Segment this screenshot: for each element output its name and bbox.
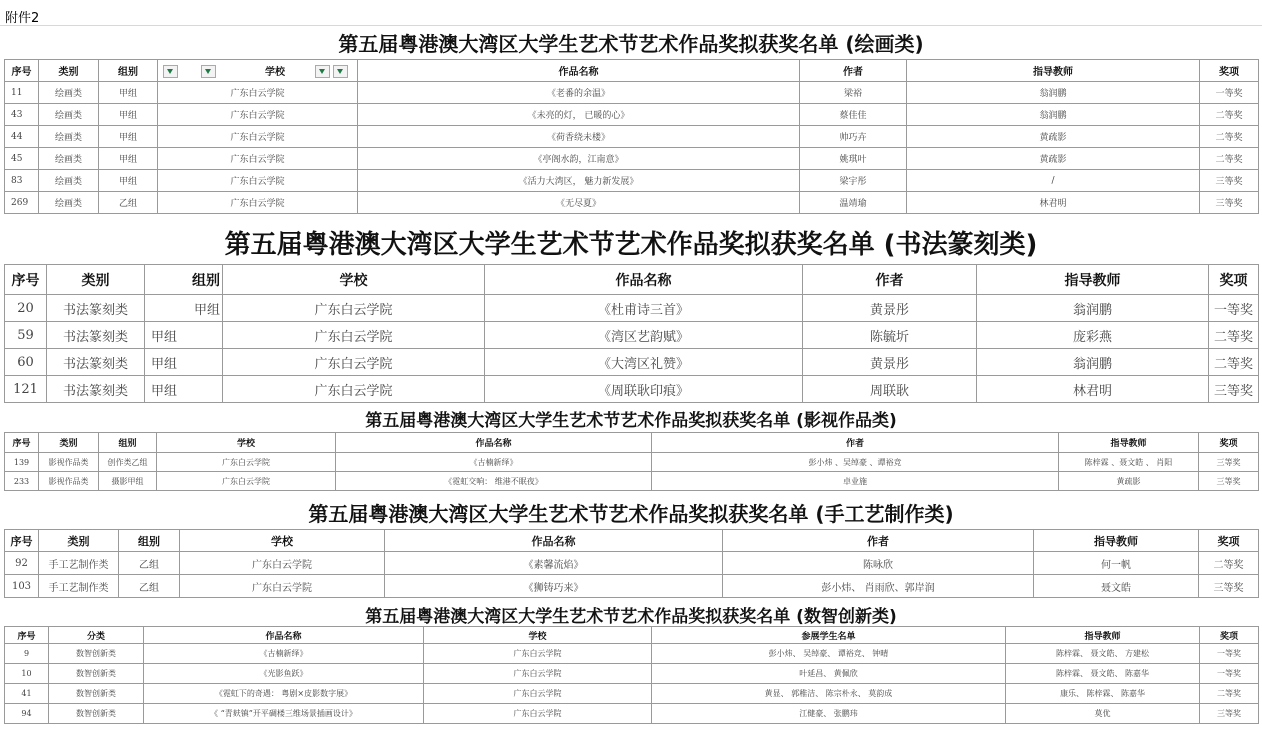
cell-award: 三等奖 bbox=[1199, 472, 1259, 491]
attachment-label: 附件2 bbox=[5, 11, 40, 26]
cell-award: 二等奖 bbox=[1209, 349, 1259, 376]
col-header-school: 学校 bbox=[223, 265, 485, 295]
col-header-group: 组别 bbox=[145, 265, 223, 295]
table-row bbox=[5, 472, 1259, 491]
cell-award: 二等奖 bbox=[1199, 552, 1259, 575]
cell-teacher: 林君明 bbox=[977, 376, 1209, 403]
col-header-work: 作品名称 bbox=[336, 433, 652, 453]
col-header-work: 作品名称 bbox=[485, 265, 803, 295]
table-row bbox=[5, 126, 1259, 148]
table-row bbox=[5, 170, 1259, 192]
painting-title: 第五届粤港澳大湾区大学生艺术节艺术作品奖拟获奖名单 (绘画类) bbox=[338, 32, 924, 56]
col-header-work: 作品名称 bbox=[385, 530, 723, 552]
cell-index: 83 bbox=[5, 170, 39, 192]
col-header-teacher: 指导教师 bbox=[907, 60, 1200, 82]
col-header-teacher: 指导教师 bbox=[1059, 433, 1199, 453]
cell-school: 广东白云学院 bbox=[157, 472, 336, 491]
cell-group: 甲组 bbox=[145, 322, 223, 349]
cell-index: 45 bbox=[5, 148, 39, 170]
col-header-award: 奖项 bbox=[1200, 627, 1259, 644]
cell-work: 《周联耿印痕》 bbox=[485, 376, 803, 403]
col-header-author: 作者 bbox=[723, 530, 1034, 552]
cell-work: 《古楠新绎》 bbox=[336, 453, 652, 472]
cell-award: 三等奖 bbox=[1199, 575, 1259, 598]
cell-work: 《荷香绕未楼》 bbox=[358, 126, 800, 148]
cell-students: 江健豪、 张鹏玮 bbox=[652, 704, 1006, 724]
cell-teacher: 莫优 bbox=[1006, 704, 1200, 724]
cell-work: 《大湾区礼赞》 bbox=[485, 349, 803, 376]
table-row bbox=[5, 192, 1259, 214]
col-header-author: 作者 bbox=[800, 60, 907, 82]
cell-index: 94 bbox=[5, 704, 49, 724]
table-row bbox=[5, 664, 1259, 684]
cell-work: 《 “青麸镇”开平碉楼三维场景插画设计》 bbox=[144, 704, 424, 724]
painting-table bbox=[4, 59, 1259, 214]
cell-school: 广东白云学院 bbox=[158, 104, 358, 126]
cell-teacher: 翁润鹏 bbox=[977, 295, 1209, 322]
cell-school: 广东白云学院 bbox=[158, 170, 358, 192]
cell-category: 数智创新类 bbox=[49, 644, 144, 664]
cell-teacher: 陈梓霖、 聂文皓、 方建松 bbox=[1006, 644, 1200, 664]
table-row bbox=[5, 644, 1259, 664]
cell-teacher: 黄疏影 bbox=[907, 126, 1200, 148]
cell-index: 20 bbox=[5, 295, 47, 322]
cell-category: 书法篆刻类 bbox=[47, 349, 145, 376]
cell-index: 233 bbox=[5, 472, 39, 491]
cell-category: 绘画类 bbox=[39, 148, 99, 170]
cell-teacher: 庞彩燕 bbox=[977, 322, 1209, 349]
cell-school: 广东白云学院 bbox=[157, 453, 336, 472]
cell-author: 陈咏欣 bbox=[723, 552, 1034, 575]
cell-award: 三等奖 bbox=[1200, 170, 1259, 192]
col-header-teacher: 指导教师 bbox=[977, 265, 1209, 295]
cell-category: 数智创新类 bbox=[49, 684, 144, 704]
cell-award: 一等奖 bbox=[1200, 664, 1259, 684]
cell-author: 陈毓圻 bbox=[803, 322, 977, 349]
table-row bbox=[5, 82, 1259, 104]
craft-header-row bbox=[5, 530, 1259, 552]
cell-category: 书法篆刻类 bbox=[47, 376, 145, 403]
table-row bbox=[5, 684, 1259, 704]
cell-teacher: 翁润鹏 bbox=[907, 82, 1200, 104]
col-header-school-label: 学校 bbox=[265, 66, 285, 78]
col-header-school: 学校 bbox=[157, 433, 336, 453]
cell-category: 绘画类 bbox=[39, 104, 99, 126]
cell-school: 广东白云学院 bbox=[158, 192, 358, 214]
table-row bbox=[5, 322, 1259, 349]
cell-category: 数智创新类 bbox=[49, 664, 144, 684]
cell-school: 广东白云学院 bbox=[158, 82, 358, 104]
cell-award: 三等奖 bbox=[1199, 453, 1259, 472]
cell-award: 一等奖 bbox=[1200, 644, 1259, 664]
cell-group: 甲组 bbox=[99, 148, 158, 170]
film-table bbox=[4, 432, 1259, 491]
digital-title: 第五届粤港澳大湾区大学生艺术节艺术作品奖拟获奖名单 (数智创新类) bbox=[365, 607, 897, 627]
cell-group: 乙组 bbox=[99, 192, 158, 214]
cell-index: 41 bbox=[5, 684, 49, 704]
cell-index: 121 bbox=[5, 376, 47, 403]
table-row bbox=[5, 295, 1259, 322]
cell-award: 二等奖 bbox=[1200, 684, 1259, 704]
cell-category: 书法篆刻类 bbox=[47, 295, 145, 322]
cell-school: 广东白云学院 bbox=[223, 295, 485, 322]
cell-author: 梁裕 bbox=[800, 82, 907, 104]
col-header-group: 组别 bbox=[99, 433, 157, 453]
cell-category: 绘画类 bbox=[39, 82, 99, 104]
cell-school: 广东白云学院 bbox=[424, 644, 652, 664]
cell-work: 《霓虹下的奇遇： 粤剧×皮影数字展》 bbox=[144, 684, 424, 704]
cell-index: 139 bbox=[5, 453, 39, 472]
col-header-index: 序号 bbox=[5, 530, 39, 552]
col-header-group: 组别 bbox=[119, 530, 180, 552]
cell-teacher: 何一帆 bbox=[1034, 552, 1199, 575]
col-header-school: 学校 bbox=[180, 530, 385, 552]
cell-school: 广东白云学院 bbox=[223, 322, 485, 349]
cell-students: 叶延昌、 黄佩欣 bbox=[652, 664, 1006, 684]
col-header-award: 奖项 bbox=[1200, 60, 1259, 82]
cell-group: 甲组 bbox=[99, 104, 158, 126]
table-row bbox=[5, 552, 1259, 575]
digital-table bbox=[4, 626, 1259, 724]
cell-award: 二等奖 bbox=[1200, 126, 1259, 148]
col-header-teacher: 指导教师 bbox=[1034, 530, 1199, 552]
cell-work: 《光影鱼跃》 bbox=[144, 664, 424, 684]
table-row bbox=[5, 104, 1259, 126]
table-row bbox=[5, 453, 1259, 472]
cell-award: 三等奖 bbox=[1200, 704, 1259, 724]
cell-teacher: 聂文皓 bbox=[1034, 575, 1199, 598]
calligraphy-table bbox=[4, 264, 1259, 403]
cell-category: 手工艺制作类 bbox=[39, 552, 119, 575]
cell-category: 影视作品类 bbox=[39, 453, 99, 472]
col-header-teacher: 指导教师 bbox=[1006, 627, 1200, 644]
cell-category: 影视作品类 bbox=[39, 472, 99, 491]
col-header-category: 分类 bbox=[49, 627, 144, 644]
cell-work: 《古楠新绎》 bbox=[144, 644, 424, 664]
film-title: 第五届粤港澳大湾区大学生艺术节艺术作品奖拟获奖名单 (影视作品类) bbox=[365, 411, 897, 431]
cell-work: 《未亮的灯， 已暖的心》 bbox=[358, 104, 800, 126]
cell-work: 《老番的余温》 bbox=[358, 82, 800, 104]
cell-index: 269 bbox=[5, 192, 39, 214]
cell-work: 《杜甫诗三首》 bbox=[485, 295, 803, 322]
cell-index: 60 bbox=[5, 349, 47, 376]
cell-students: 黄显、 郭稚洁、 陈宗朴永、 莫韵成 bbox=[652, 684, 1006, 704]
cell-teacher: 陈梓霖 、聂文皓 、 肖阳 bbox=[1059, 453, 1199, 472]
cell-author: 梁宇彤 bbox=[800, 170, 907, 192]
cell-teacher: 翁润鹏 bbox=[977, 349, 1209, 376]
cell-teacher: 黄疏影 bbox=[907, 148, 1200, 170]
cell-group: 甲组 bbox=[145, 295, 223, 322]
cell-index: 11 bbox=[5, 82, 39, 104]
cell-author: 黄景彤 bbox=[803, 349, 977, 376]
col-header-category: 类别 bbox=[47, 265, 145, 295]
table-row bbox=[5, 704, 1259, 724]
calligraphy-title: 第五届粤港澳大湾区大学生艺术节艺术作品奖拟获奖名单 (书法篆刻类) bbox=[224, 230, 1038, 260]
col-header-category: 类别 bbox=[39, 60, 99, 82]
cell-index: 92 bbox=[5, 552, 39, 575]
cell-category: 书法篆刻类 bbox=[47, 322, 145, 349]
col-header-author: 作者 bbox=[652, 433, 1059, 453]
cell-work: 《霓虹交响： 维港不眠夜》 bbox=[336, 472, 652, 491]
film-header-row bbox=[5, 433, 1259, 453]
col-header-index: 序号 bbox=[5, 627, 49, 644]
cell-teacher: 黄疏影 bbox=[1059, 472, 1199, 491]
filter-dropdown-icon[interactable] bbox=[201, 65, 216, 78]
cell-index: 43 bbox=[5, 104, 39, 126]
cell-award: 三等奖 bbox=[1209, 376, 1259, 403]
table-row bbox=[5, 349, 1259, 376]
cell-author: 彭小炜、 肖雨欣、郭岸润 bbox=[723, 575, 1034, 598]
cell-school: 广东白云学院 bbox=[180, 575, 385, 598]
cell-award: 二等奖 bbox=[1200, 104, 1259, 126]
col-header-category: 类别 bbox=[39, 433, 99, 453]
col-header-award: 奖项 bbox=[1199, 530, 1259, 552]
cell-category: 绘画类 bbox=[39, 170, 99, 192]
col-header-school bbox=[158, 60, 358, 82]
cell-category: 绘画类 bbox=[39, 126, 99, 148]
painting-header-row bbox=[5, 60, 1259, 82]
craft-title: 第五届粤港澳大湾区大学生艺术节艺术作品奖拟获奖名单 (手工艺制作类) bbox=[308, 502, 954, 526]
table-row bbox=[5, 376, 1259, 403]
cell-work: 《无尽夏》 bbox=[358, 192, 800, 214]
cell-category: 绘画类 bbox=[39, 192, 99, 214]
cell-school: 广东白云学院 bbox=[424, 684, 652, 704]
col-header-award: 奖项 bbox=[1199, 433, 1259, 453]
cell-group: 创作类乙组 bbox=[99, 453, 157, 472]
col-header-index: 序号 bbox=[5, 265, 47, 295]
cell-index: 103 bbox=[5, 575, 39, 598]
cell-author: 温靖瑜 bbox=[800, 192, 907, 214]
col-header-category: 类别 bbox=[39, 530, 119, 552]
cell-index: 9 bbox=[5, 644, 49, 664]
cell-index: 44 bbox=[5, 126, 39, 148]
cell-group: 甲组 bbox=[99, 82, 158, 104]
cell-teacher: 陈梓霖、 聂文皓、 陈嘉华 bbox=[1006, 664, 1200, 684]
cell-award: 二等奖 bbox=[1200, 148, 1259, 170]
cell-work: 《湾区艺韵赋》 bbox=[485, 322, 803, 349]
cell-school: 广东白云学院 bbox=[424, 704, 652, 724]
cell-award: 二等奖 bbox=[1209, 322, 1259, 349]
cell-author: 帅巧卉 bbox=[800, 126, 907, 148]
digital-header-row bbox=[5, 627, 1259, 644]
col-header-work: 作品名称 bbox=[144, 627, 424, 644]
cell-teacher: 康乐、 陈梓霖、 陈嘉华 bbox=[1006, 684, 1200, 704]
cell-award: 一等奖 bbox=[1200, 82, 1259, 104]
cell-teacher: 翁润鹏 bbox=[907, 104, 1200, 126]
cell-work: 《活力大湾区， 魅力新发展》 bbox=[358, 170, 800, 192]
cell-teacher: 林君明 bbox=[907, 192, 1200, 214]
cell-award: 一等奖 bbox=[1209, 295, 1259, 322]
col-header-school: 学校 bbox=[424, 627, 652, 644]
craft-table bbox=[4, 529, 1259, 598]
cell-category: 手工艺制作类 bbox=[39, 575, 119, 598]
cell-group: 甲组 bbox=[99, 126, 158, 148]
cell-index: 10 bbox=[5, 664, 49, 684]
cell-author: 周联耿 bbox=[803, 376, 977, 403]
col-header-index: 序号 bbox=[5, 433, 39, 453]
cell-teacher: / bbox=[907, 170, 1200, 192]
cell-work: 《狮铸巧来》 bbox=[385, 575, 723, 598]
cell-author: 卓业施 bbox=[652, 472, 1059, 491]
cell-school: 广东白云学院 bbox=[158, 126, 358, 148]
col-header-group: 组别 bbox=[99, 60, 158, 82]
cell-work: 《亭阁水韵，江南意》 bbox=[358, 148, 800, 170]
cell-work: 《素馨流焰》 bbox=[385, 552, 723, 575]
cell-index: 59 bbox=[5, 322, 47, 349]
cell-school: 广东白云学院 bbox=[158, 148, 358, 170]
cell-students: 彭小炜、 吴绰豪、 谭裕竞、 钟晴 bbox=[652, 644, 1006, 664]
cell-school: 广东白云学院 bbox=[180, 552, 385, 575]
cell-author: 黄景彤 bbox=[803, 295, 977, 322]
col-header-work: 作品名称 bbox=[358, 60, 800, 82]
cell-category: 数智创新类 bbox=[49, 704, 144, 724]
cell-author: 姚琪叶 bbox=[800, 148, 907, 170]
col-header-index: 序号 bbox=[5, 60, 39, 82]
cell-author: 彭小炜 、吴绰豪 、谭裕竞 bbox=[652, 453, 1059, 472]
cell-group: 乙组 bbox=[119, 552, 180, 575]
col-header-students: 参展学生名单 bbox=[652, 627, 1006, 644]
table-row bbox=[5, 148, 1259, 170]
cell-group: 摄影甲组 bbox=[99, 472, 157, 491]
table-row bbox=[5, 575, 1259, 598]
filter-dropdown-icon[interactable] bbox=[333, 65, 348, 78]
cell-school: 广东白云学院 bbox=[424, 664, 652, 684]
cell-author: 蔡佳佳 bbox=[800, 104, 907, 126]
cell-school: 广东白云学院 bbox=[223, 349, 485, 376]
sheet-gridline bbox=[0, 25, 1262, 26]
filter-dropdown-icon[interactable] bbox=[163, 65, 178, 78]
cell-award: 三等奖 bbox=[1200, 192, 1259, 214]
cell-school: 广东白云学院 bbox=[223, 376, 485, 403]
cell-group: 甲组 bbox=[145, 376, 223, 403]
cell-group: 乙组 bbox=[119, 575, 180, 598]
cell-group: 甲组 bbox=[99, 170, 158, 192]
col-header-award: 奖项 bbox=[1209, 265, 1259, 295]
col-header-author: 作者 bbox=[803, 265, 977, 295]
filter-dropdown-icon[interactable] bbox=[315, 65, 330, 78]
calligraphy-header-row bbox=[5, 265, 1259, 295]
cell-group: 甲组 bbox=[145, 349, 223, 376]
